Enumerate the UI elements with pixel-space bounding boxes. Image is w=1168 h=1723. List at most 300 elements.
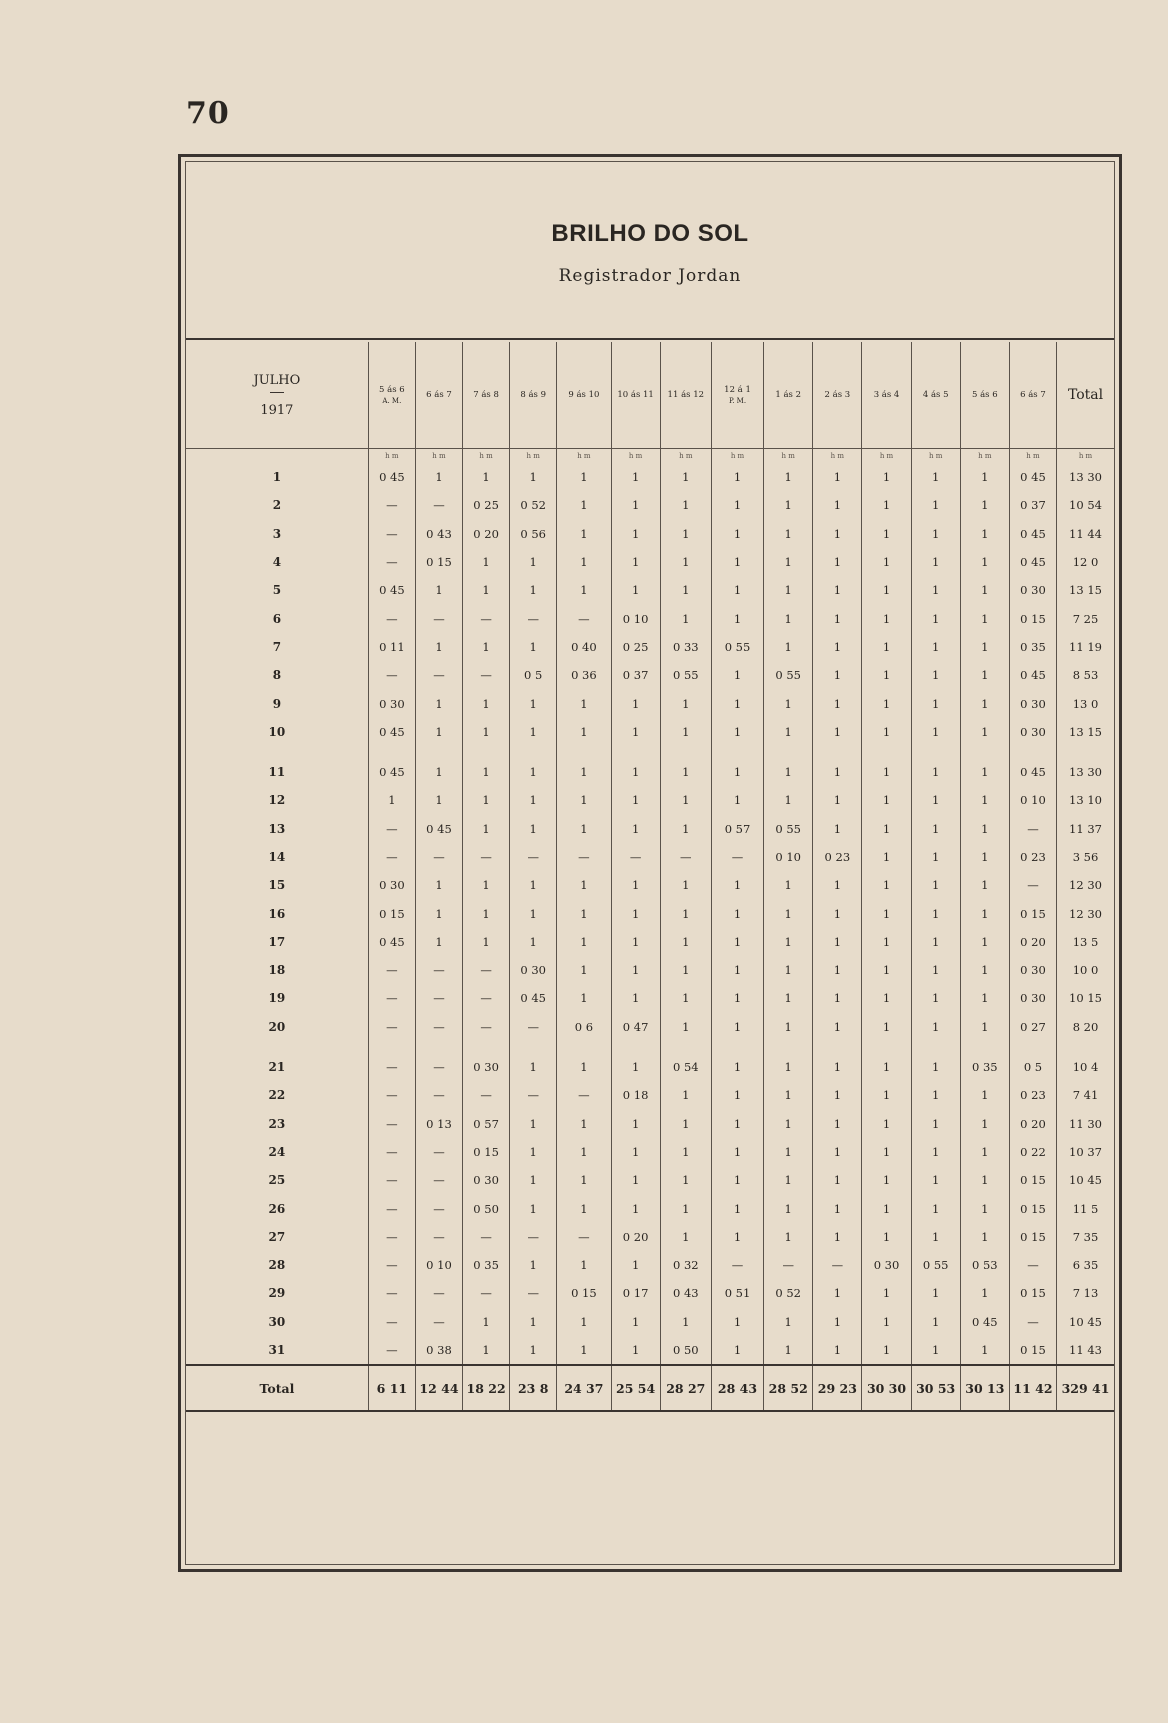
hour-value-cell: 1 [557,548,611,576]
table-row [186,1138,1114,1166]
unit-label: h m [611,449,660,464]
hour-value-cell: — [415,1308,462,1336]
hour-value-cell: 1 [960,984,1009,1012]
hour-value-cell: 0 20 [611,1223,660,1251]
column-total-cell: 23 8 [510,1365,557,1411]
row-total-cell: 7 25 [1057,604,1114,632]
hour-value-cell: 0 30 [368,871,415,899]
hour-value-cell: 1 [711,463,763,491]
grand-total-cell: 329 41 [1057,1365,1114,1411]
gap-cell [186,1041,368,1053]
hour-value-cell: 1 [611,899,660,927]
column-total-cell: 18 22 [463,1365,510,1411]
hour-value-cell: 1 [711,871,763,899]
hour-value-cell: 0 45 [415,815,462,843]
unit-label: h m [557,449,611,464]
hour-value-cell: 1 [813,689,862,717]
hour-value-cell: 1 [862,1013,911,1041]
day-cell: 19 [268,991,286,1006]
hour-value-cell: 1 [510,633,557,661]
hour-label: 5 ás 6 [972,390,998,400]
hour-value-cell: 0 35 [463,1251,510,1279]
hour-value-cell: 1 [911,1053,960,1081]
page-title: BRILHO DO SOL [551,220,749,247]
hour-value-cell: 1 [911,520,960,548]
table-header [186,162,1114,340]
hour-value-cell: 0 30 [510,956,557,984]
hour-value-cell: 1 [813,786,862,814]
table-row [186,899,1114,927]
gap-cell [510,1041,557,1053]
day-cell: 27 [268,1229,286,1244]
hour-value-cell: 1 [911,491,960,519]
hour-value-cell: — [1009,871,1056,899]
hour-value-cell: 0 30 [1009,718,1056,746]
unit-label: h m [911,449,960,464]
hour-value-cell: 1 [368,786,415,814]
hour-value-cell: 0 22 [1009,1138,1056,1166]
hour-header [1009,342,1056,449]
hour-value-cell: 1 [764,689,813,717]
gap-cell [1057,1041,1114,1053]
hour-value-cell: 1 [557,1336,611,1365]
hour-value-cell: 0 15 [1009,1166,1056,1194]
hour-value-cell: 1 [611,1053,660,1081]
hour-label: 4 ás 5 [922,390,949,400]
hour-value-cell: 1 [813,984,862,1012]
hour-value-cell: 1 [557,871,611,899]
table-row [186,1110,1114,1138]
hour-value-cell: 0 15 [1009,1279,1056,1307]
hour-value-cell: — [368,1013,415,1041]
table-row [186,815,1114,843]
gap-cell [557,746,611,758]
hour-value-cell: 0 15 [415,548,462,576]
hour-value-cell: 1 [911,604,960,632]
row-total-cell: 12 30 [1057,871,1114,899]
hour-value-cell: 0 45 [368,928,415,956]
table-row [186,576,1114,604]
hour-value-cell: 1 [660,786,711,814]
hour-value-cell: 1 [862,758,911,786]
hour-value-cell: 1 [813,1110,862,1138]
hour-value-cell: 1 [911,815,960,843]
gap-cell [711,746,763,758]
hour-value-cell: 1 [557,1194,611,1222]
gap-cell [960,1041,1009,1053]
table-frame-inner [185,161,1115,1565]
day-cell: 8 [272,668,282,683]
hour-label: 12 á 1 [724,385,751,395]
row-total-cell: 11 30 [1057,1110,1114,1138]
hour-value-cell: 1 [813,1053,862,1081]
table-row [186,758,1114,786]
hour-value-cell: — [463,1081,510,1109]
row-total-cell: 11 5 [1057,1194,1114,1222]
row-gap [186,1041,1114,1053]
hour-value-cell: — [415,1194,462,1222]
hour-header [960,342,1009,449]
hour-value-cell: 1 [711,786,763,814]
hour-value-cell: 1 [862,899,911,927]
hour-label: 2 ás 3 [824,390,851,400]
hour-value-cell: 1 [862,520,911,548]
hour-value-cell: 1 [862,1336,911,1365]
table-row [186,928,1114,956]
row-total-cell: 13 5 [1057,928,1114,956]
hour-value-cell: 1 [960,1279,1009,1307]
day-cell: 7 [272,639,282,654]
hour-value-cell: 0 10 [415,1251,462,1279]
hour-value-cell: 1 [711,548,763,576]
hour-value-cell: 1 [764,1166,813,1194]
hour-value-cell: 1 [911,1110,960,1138]
hour-value-cell: — [415,661,462,689]
hour-value-cell: 1 [813,815,862,843]
hour-value-cell: 0 25 [611,633,660,661]
hour-value-cell: 1 [557,815,611,843]
hour-value-cell: 0 45 [1009,661,1056,689]
day-cell: 24 [268,1144,286,1159]
page-subtitle: Registrador Jordan [558,266,742,286]
hour-label: 10 ás 11 [617,390,654,400]
hour-value-cell: 0 30 [368,689,415,717]
hour-value-cell: — [463,1279,510,1307]
row-total-cell: 3 56 [1057,843,1114,871]
hour-value-cell: 1 [415,633,462,661]
hour-value-cell: 1 [764,1013,813,1041]
hour-header [911,342,960,449]
hour-value-cell: 1 [862,871,911,899]
hour-value-cell: 1 [711,604,763,632]
hour-value-cell: — [510,843,557,871]
hour-value-cell: 1 [862,984,911,1012]
sunshine-table [186,342,1114,1412]
hour-label: 3 ás 4 [873,390,900,400]
hour-value-cell: 1 [557,520,611,548]
hour-value-cell: — [368,604,415,632]
hour-value-cell: 0 43 [415,520,462,548]
hour-value-cell: 1 [660,984,711,1012]
row-total-cell: 10 54 [1057,491,1114,519]
hour-value-cell: 1 [611,548,660,576]
hour-value-cell: 0 45 [368,758,415,786]
hour-value-cell: 1 [711,1336,763,1365]
row-total-cell: 7 13 [1057,1279,1114,1307]
hour-value-cell: 1 [557,1251,611,1279]
hour-value-cell: 0 20 [463,520,510,548]
hour-value-cell: — [415,1223,462,1251]
day-cell: 30 [268,1314,286,1329]
column-total-cell: 30 13 [960,1365,1009,1411]
hour-value-cell: 1 [813,1138,862,1166]
hour-value-cell: 1 [813,491,862,519]
hour-value-cell: 1 [960,1194,1009,1222]
hour-value-cell: — [711,843,763,871]
unit-label: h m [711,449,763,464]
hour-value-cell: 1 [557,576,611,604]
gap-cell [1057,746,1114,758]
day-cell: 10 [268,724,286,739]
hour-value-cell: 0 52 [764,1279,813,1307]
hour-value-cell: 1 [711,491,763,519]
hour-value-cell: 1 [813,758,862,786]
hour-value-cell: 1 [510,1251,557,1279]
units-spacer [186,449,368,464]
day-cell: 23 [268,1116,286,1131]
table-row [186,1336,1114,1365]
hour-value-cell: 1 [463,758,510,786]
table-row [186,1251,1114,1279]
hour-value-cell: 1 [960,956,1009,984]
hour-value-cell: 1 [557,463,611,491]
hour-value-cell: 1 [611,689,660,717]
hour-value-cell: 1 [463,1336,510,1365]
hour-value-cell: 1 [510,1110,557,1138]
row-total-cell: 11 44 [1057,520,1114,548]
hour-value-cell: — [463,1223,510,1251]
day-cell: 18 [268,963,286,978]
hour-value-cell: 1 [862,928,911,956]
row-total-cell: 13 30 [1057,758,1114,786]
hour-value-cell: 1 [611,956,660,984]
hour-value-cell: 0 30 [1009,956,1056,984]
hour-value-cell: 1 [813,1336,862,1365]
hour-value-cell: 1 [960,1166,1009,1194]
hour-value-cell: 1 [960,843,1009,871]
column-total-cell: 28 27 [660,1365,711,1411]
hour-header [611,342,660,449]
hour-value-cell: 1 [711,661,763,689]
hour-value-cell: 1 [611,786,660,814]
unit-label: h m [368,449,415,464]
hour-label: 8 ás 9 [520,390,547,400]
day-cell: 17 [268,934,286,949]
hour-value-cell: 0 50 [463,1194,510,1222]
hour-value-cell: 1 [611,1138,660,1166]
hour-value-cell: — [557,1223,611,1251]
hour-value-cell: 1 [557,689,611,717]
hour-value-cell: — [1009,1251,1056,1279]
hour-value-cell: 1 [911,718,960,746]
row-total-cell: 10 4 [1057,1053,1114,1081]
hour-value-cell: — [415,604,462,632]
day-cell: 28 [268,1258,286,1273]
day-cell: 4 [272,555,282,570]
hour-value-cell: 1 [862,956,911,984]
hour-value-cell: 1 [764,1110,813,1138]
hour-value-cell: 0 55 [711,633,763,661]
hour-value-cell: 1 [764,633,813,661]
hour-label: 1 ás 2 [775,390,802,400]
column-total-cell: 11 42 [1009,1365,1056,1411]
hour-label: 6 ás 7 [1020,390,1046,400]
hour-value-cell: 1 [463,1308,510,1336]
row-total-cell: 13 15 [1057,576,1114,604]
hour-value-cell: — [368,491,415,519]
hour-value-cell: 1 [911,1279,960,1307]
hour-value-cell: — [368,548,415,576]
gap-cell [1009,1041,1056,1053]
row-total-cell: 12 30 [1057,899,1114,927]
hour-value-cell: 0 32 [660,1251,711,1279]
hour-value-cell: 0 37 [1009,491,1056,519]
hour-value-cell: 0 25 [463,491,510,519]
hour-value-cell: 1 [510,463,557,491]
hour-value-cell: — [510,1279,557,1307]
hour-value-cell: 1 [960,758,1009,786]
unit-label: h m [510,449,557,464]
hour-value-cell: 1 [911,1166,960,1194]
hour-value-cell: 1 [960,1223,1009,1251]
hour-value-cell: 1 [911,786,960,814]
hour-value-cell: 1 [660,576,711,604]
hour-value-cell: — [510,1013,557,1041]
hour-value-cell: 1 [660,520,711,548]
table-row [186,1053,1114,1081]
table-row [186,689,1114,717]
unit-label: h m [463,449,510,464]
hour-value-cell: 1 [660,1110,711,1138]
hour-value-cell: — [368,1138,415,1166]
hour-value-cell: — [368,1279,415,1307]
hour-value-cell: 1 [862,463,911,491]
hour-value-cell: 1 [813,1166,862,1194]
hour-value-cell: 0 6 [557,1013,611,1041]
hour-value-cell: 1 [510,718,557,746]
month-header [186,342,368,449]
hour-value-cell: 0 30 [1009,576,1056,604]
hour-value-cell: 1 [660,758,711,786]
hour-value-cell: 1 [660,604,711,632]
table-footer [186,1365,1114,1411]
hour-value-cell: 0 55 [764,661,813,689]
unit-label: h m [1057,449,1114,464]
hour-value-cell: 1 [415,576,462,604]
hour-value-cell: 0 51 [711,1279,763,1307]
hour-value-cell: 0 57 [463,1110,510,1138]
hour-value-cell: 1 [862,1308,911,1336]
hour-value-cell: 1 [557,718,611,746]
hour-value-cell: 1 [911,1013,960,1041]
hour-value-cell: — [557,843,611,871]
hour-value-cell: — [1009,815,1056,843]
hour-value-cell: 1 [463,463,510,491]
hour-value-cell: 0 45 [368,576,415,604]
hour-value-cell: 1 [813,899,862,927]
hour-value-cell: 0 47 [611,1013,660,1041]
gap-cell [415,1041,462,1053]
hour-value-cell: 1 [813,604,862,632]
hour-value-cell: 1 [960,661,1009,689]
column-total-cell: 29 23 [813,1365,862,1411]
hour-value-cell: 1 [415,871,462,899]
unit-label: h m [1009,449,1056,464]
hour-value-cell: 1 [911,956,960,984]
day-cell: 2 [272,498,282,513]
hour-value-cell: 1 [813,718,862,746]
hour-value-cell: 0 15 [1009,604,1056,632]
hour-value-cell: — [368,956,415,984]
hour-value-cell: 0 50 [660,1336,711,1365]
hour-value-cell: 1 [660,871,711,899]
hour-value-cell: 0 15 [1009,899,1056,927]
hour-value-cell: 1 [813,928,862,956]
hour-value-cell: 1 [764,871,813,899]
hour-value-cell: 1 [764,1336,813,1365]
table-row [186,548,1114,576]
gap-cell [911,1041,960,1053]
gap-cell [960,746,1009,758]
hour-value-cell: 1 [611,718,660,746]
column-total-cell: 6 11 [368,1365,415,1411]
hour-value-cell: 1 [611,928,660,956]
hour-value-cell: 1 [611,1308,660,1336]
hour-value-cell: — [813,1251,862,1279]
hour-value-cell: 0 40 [557,633,611,661]
row-total-cell: 13 15 [1057,718,1114,746]
hour-value-cell: 0 45 [1009,758,1056,786]
row-total-cell: 12 0 [1057,548,1114,576]
row-total-cell: 7 35 [1057,1223,1114,1251]
hour-value-cell: — [463,604,510,632]
hour-value-cell: — [1009,1308,1056,1336]
hour-value-cell: 1 [813,1081,862,1109]
hour-label: 11 ás 12 [667,390,705,400]
hour-value-cell: 1 [510,1336,557,1365]
hour-label: 5 ás 6 [379,385,405,395]
table-row [186,520,1114,548]
hour-value-cell: 1 [660,815,711,843]
hour-value-cell: 1 [557,899,611,927]
hour-value-cell: 1 [660,1081,711,1109]
hour-value-cell: 1 [862,661,911,689]
row-total-cell: 11 43 [1057,1336,1114,1365]
hour-value-cell: 1 [960,548,1009,576]
hour-value-cell: 0 10 [764,843,813,871]
gap-cell [862,1041,911,1053]
hour-value-cell: — [368,1336,415,1365]
hour-value-cell: 0 23 [1009,1081,1056,1109]
hour-value-cell: 1 [911,928,960,956]
hour-value-cell: 1 [660,1194,711,1222]
gap-cell [510,746,557,758]
hour-value-cell: — [557,604,611,632]
hour-label: 9 ás 10 [568,390,600,400]
hour-value-cell: 0 5 [510,661,557,689]
table-frame [178,154,1122,1572]
table-row [186,956,1114,984]
hour-value-cell: 1 [611,520,660,548]
hour-value-cell: — [463,1013,510,1041]
hour-value-cell: 1 [660,491,711,519]
hour-value-cell: 1 [813,576,862,604]
hour-value-cell: 1 [813,661,862,689]
hour-value-cell: 1 [660,1013,711,1041]
hour-value-cell: — [368,1223,415,1251]
hour-value-cell: 1 [813,956,862,984]
row-total-cell: 10 15 [1057,984,1114,1012]
hour-value-cell: 0 17 [611,1279,660,1307]
row-total-cell: 13 30 [1057,463,1114,491]
table-body [186,449,1114,1366]
hour-value-cell: 0 56 [510,520,557,548]
hour-value-cell: 1 [960,1336,1009,1365]
hour-period: A. M. [382,397,402,405]
hour-value-cell: 0 15 [1009,1194,1056,1222]
hour-value-cell: 1 [611,491,660,519]
hour-value-cell: — [415,1166,462,1194]
